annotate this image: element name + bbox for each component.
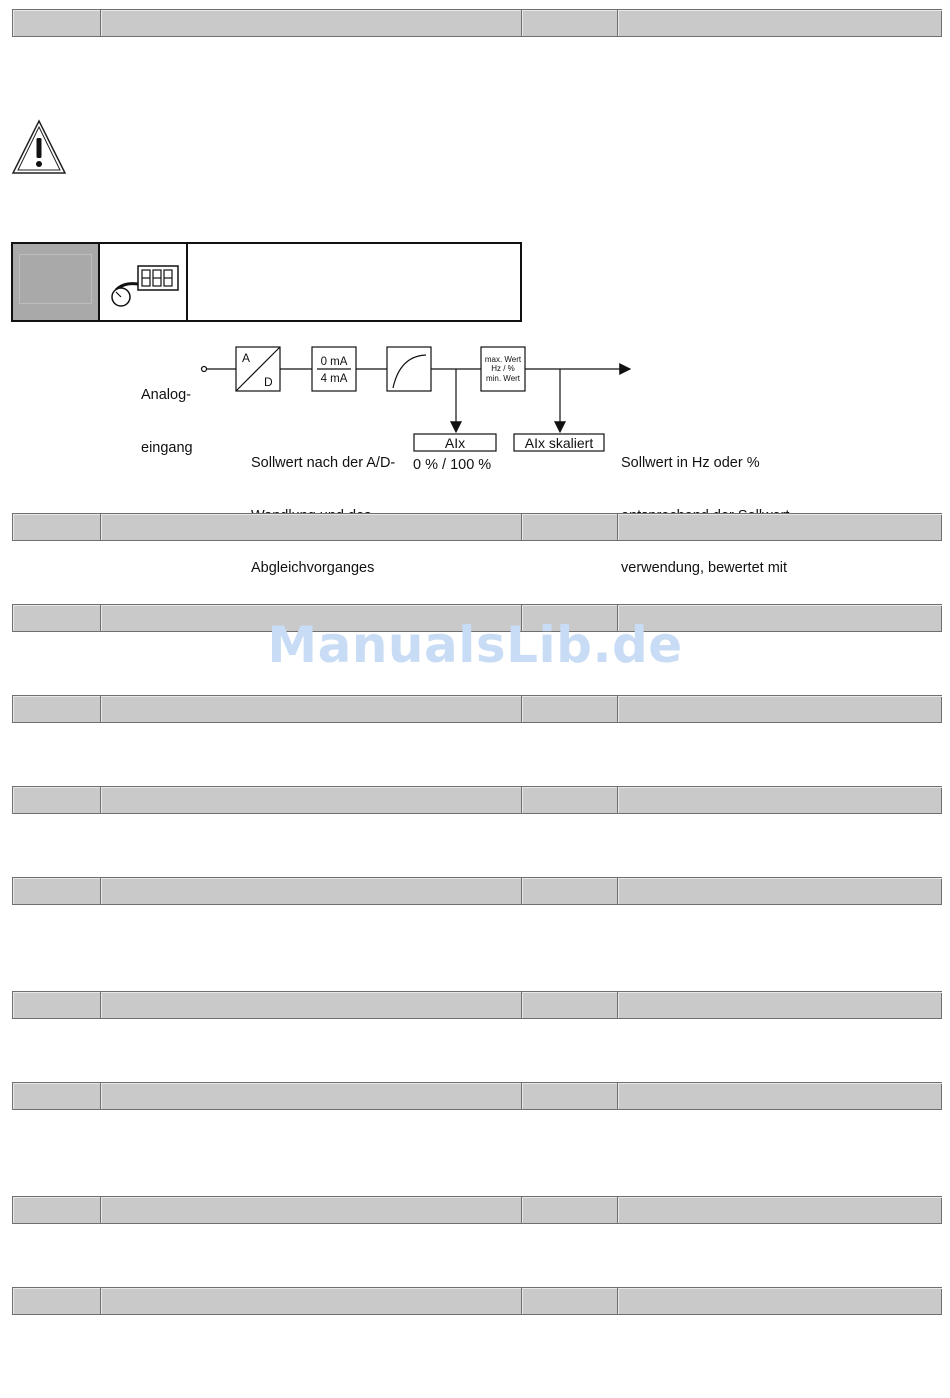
- header-cell: [13, 992, 100, 1018]
- header-cell: [617, 1288, 942, 1314]
- header-cell: [13, 1288, 100, 1314]
- header-cell: [100, 696, 522, 722]
- table-header-row: [12, 1287, 942, 1315]
- parameter-number-cell: [13, 244, 100, 320]
- table-header-row: [12, 513, 942, 541]
- table-header-row: [12, 786, 942, 814]
- table-header-row: [12, 695, 942, 723]
- watermark: ManualsLib.de: [267, 616, 683, 674]
- input-label: [141, 352, 193, 475]
- header-cell: [13, 1083, 100, 1109]
- aix-range-label: 0 % / 100 %: [413, 457, 492, 473]
- input-label-line2: eingang: [141, 439, 193, 456]
- scale-box-line1: max. Wert: [484, 355, 522, 364]
- note-left-line1: Sollwert nach der A/D-: [251, 455, 396, 471]
- header-cell: [521, 696, 618, 722]
- header-cell: [100, 514, 522, 540]
- header-cell: [617, 696, 942, 722]
- header-cell: [13, 514, 100, 540]
- table-header-row: [12, 1196, 942, 1224]
- header-cell: [100, 10, 522, 36]
- ad-box-top-label: A: [242, 351, 251, 365]
- header-cell: [13, 696, 100, 722]
- header-cell: [521, 1197, 618, 1223]
- ad-box-bottom-label: D: [264, 375, 273, 389]
- note-right-line3: verwendung, bewertet mit: [621, 560, 788, 576]
- table-header-row: [12, 9, 942, 37]
- header-cell: [13, 10, 100, 36]
- note-left: [251, 420, 395, 595]
- header-cell: [617, 10, 942, 36]
- header-cell: [617, 514, 942, 540]
- header-cell: [100, 1288, 522, 1314]
- header-cell: [100, 787, 522, 813]
- header-cell: [100, 1197, 522, 1223]
- range-box-bottom-label: 4 mA: [320, 373, 348, 385]
- warning-triangle-icon: [11, 118, 67, 176]
- input-label-line1: Analog-: [141, 387, 191, 403]
- header-cell: [521, 787, 618, 813]
- header-cell: [100, 1083, 522, 1109]
- table-header-row: [12, 1082, 942, 1110]
- header-cell: [13, 1197, 100, 1223]
- note-right-line1: Sollwert in Hz oder %: [621, 455, 760, 471]
- aix-box-label: AIx: [444, 435, 466, 451]
- parameter-box: [11, 242, 522, 322]
- table-header-row: [12, 991, 942, 1019]
- header-cell: [521, 1083, 618, 1109]
- scale-box-line2: Hz / %: [491, 364, 515, 373]
- table-header-row: [12, 877, 942, 905]
- scale-box-line3: min. Wert: [485, 374, 521, 383]
- header-cell: [617, 1083, 942, 1109]
- display-knob-icon: [100, 244, 188, 320]
- aix-scaled-box-label: AIx skaliert: [524, 435, 594, 451]
- header-cell: [617, 1197, 942, 1223]
- header-cell: [617, 992, 942, 1018]
- header-cell: [521, 992, 618, 1018]
- note-left-line3: Abgleichvorganges: [251, 560, 375, 576]
- header-cell: [100, 878, 522, 904]
- header-cell: [13, 787, 100, 813]
- header-cell: [521, 1288, 618, 1314]
- header-cell: [100, 992, 522, 1018]
- header-cell: [521, 10, 618, 36]
- range-box-top-label: 0 mA: [320, 356, 348, 368]
- header-cell: [521, 514, 618, 540]
- header-cell: [617, 787, 942, 813]
- header-cell: [521, 878, 618, 904]
- header-cell: [617, 878, 942, 904]
- header-cell: [13, 878, 100, 904]
